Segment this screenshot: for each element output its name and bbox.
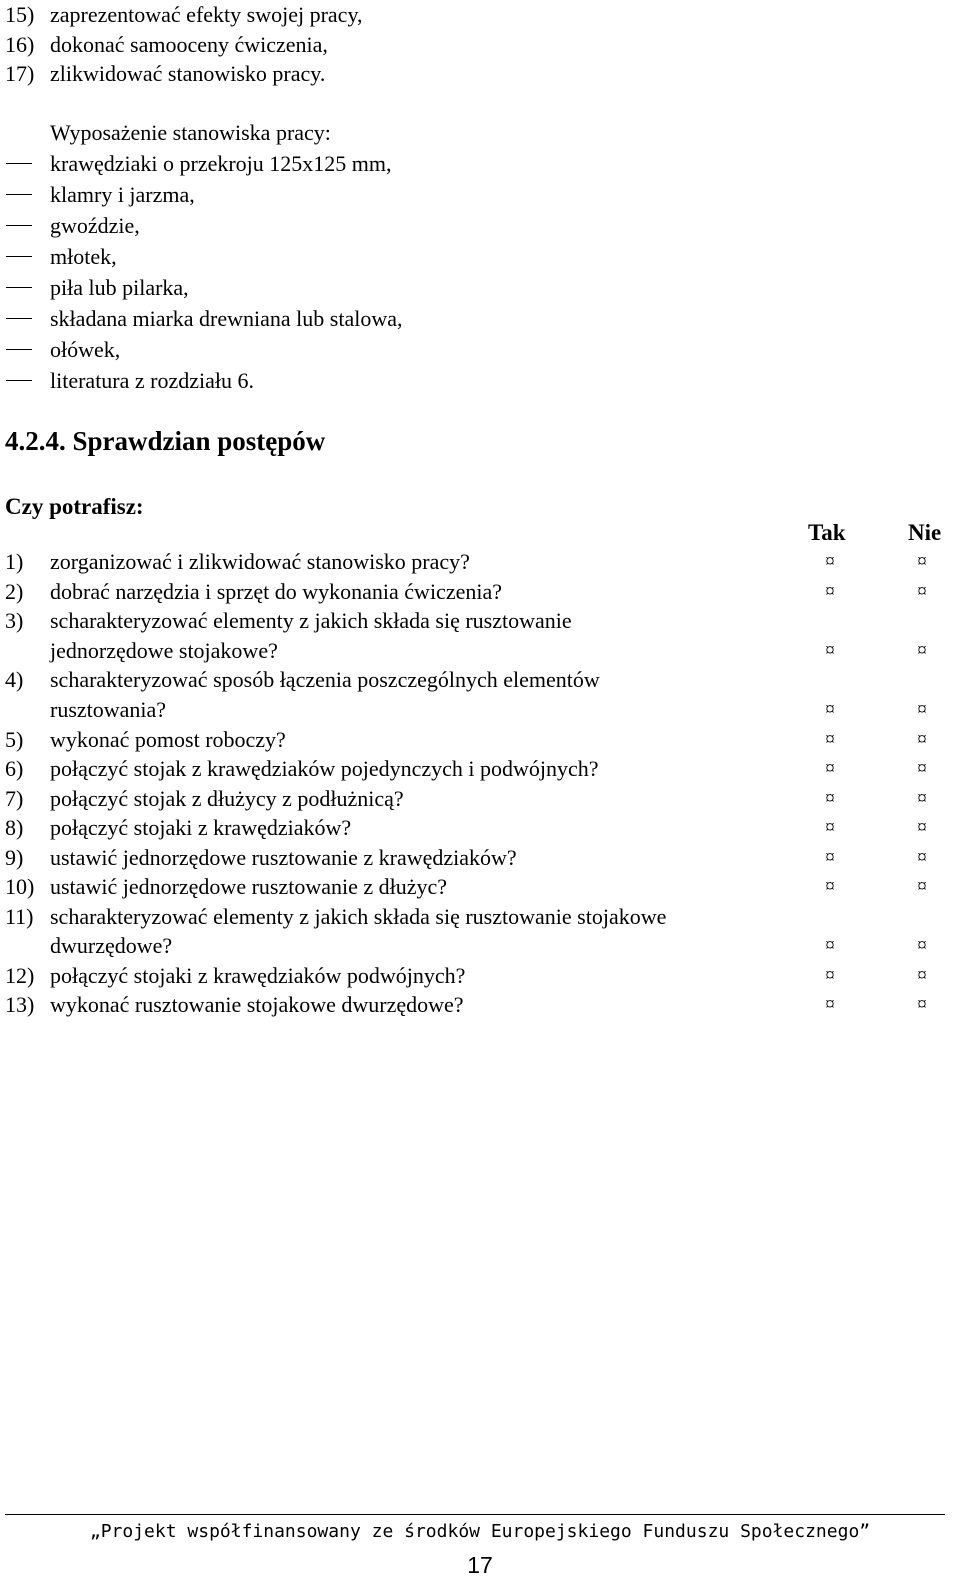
checkbox-yes-icon[interactable]: ¤	[825, 729, 835, 750]
checkbox-no-icon[interactable]: ¤	[917, 817, 927, 838]
checkbox-no-icon[interactable]: ¤	[917, 876, 927, 897]
checkbox-yes-icon[interactable]: ¤	[825, 640, 835, 661]
equipment-item: młotek,	[50, 244, 117, 269]
checkbox-no-icon[interactable]: ¤	[917, 788, 927, 809]
question-text: scharakteryzować elementy z jakich składa się rusztowanie	[50, 608, 572, 633]
equipment-item: gwoździe,	[50, 213, 140, 238]
dash-bullet-icon	[6, 380, 32, 381]
dash-bullet-icon	[6, 287, 32, 288]
question-number: 10)	[5, 874, 35, 899]
equipment-item: krawędziaki o przekroju 125x125 mm,	[50, 151, 392, 176]
question-text: połączyć stojaki z krawędziaków?	[50, 815, 352, 840]
question-number: 12)	[5, 963, 35, 988]
equipment-item: klamry i jarzma,	[50, 182, 195, 207]
question-text: scharakteryzować sposób łączenia poszczególnych elementów	[50, 667, 600, 692]
checkbox-no-icon[interactable]: ¤	[917, 965, 927, 986]
checkbox-no-icon[interactable]: ¤	[917, 994, 927, 1015]
question-number: 7)	[5, 786, 24, 811]
checkbox-no-icon[interactable]: ¤	[917, 847, 927, 868]
checkbox-yes-icon[interactable]: ¤	[825, 847, 835, 868]
question-number: 4)	[5, 667, 24, 692]
question-number: 3)	[5, 608, 24, 633]
checkbox-yes-icon[interactable]: ¤	[825, 788, 835, 809]
dash-bullet-icon	[6, 225, 32, 226]
question-text-continued: rusztowania?	[50, 697, 167, 722]
checkbox-yes-icon[interactable]: ¤	[825, 581, 835, 602]
equipment-item: składana miarka drewniana lub stalowa,	[50, 306, 403, 331]
question-text: ustawić jednorzędowe rusztowanie z dłużyc?	[50, 874, 448, 899]
checkbox-no-icon[interactable]: ¤	[917, 758, 927, 779]
checkbox-yes-icon[interactable]: ¤	[825, 551, 835, 572]
question-number: 8)	[5, 815, 24, 840]
checkbox-no-icon[interactable]: ¤	[917, 935, 927, 956]
footer-text: „Projekt współfinansowany ze środków Europejskiego Funduszu Społecznego”	[89, 1521, 871, 1542]
list-item-number: 17)	[5, 61, 35, 86]
checkbox-yes-icon[interactable]: ¤	[825, 758, 835, 779]
checkbox-yes-icon[interactable]: ¤	[825, 699, 835, 720]
checkbox-no-icon[interactable]: ¤	[917, 729, 927, 750]
checkbox-yes-icon[interactable]: ¤	[825, 965, 835, 986]
footer-divider	[5, 1514, 945, 1515]
question-text: wykonać pomost roboczy?	[50, 727, 286, 752]
checkbox-yes-icon[interactable]: ¤	[825, 994, 835, 1015]
question-text: dobrać narzędzia i sprzęt do wykonania ćwiczenia?	[50, 579, 502, 604]
equipment-item: literatura z rozdziału 6.	[50, 368, 255, 393]
checkbox-yes-icon[interactable]: ¤	[825, 935, 835, 956]
question-number: 9)	[5, 845, 24, 870]
question-text: ustawić jednorzędowe rusztowanie z krawędziaków?	[50, 845, 517, 870]
checkbox-yes-icon[interactable]: ¤	[825, 817, 835, 838]
dash-bullet-icon	[6, 318, 32, 319]
dash-bullet-icon	[6, 349, 32, 350]
section-subtitle: Czy potrafisz:	[5, 494, 144, 519]
question-text: połączyć stojak z krawędziaków pojedynczych i podwójnych?	[50, 756, 599, 781]
question-number: 1)	[5, 549, 24, 574]
question-text-continued: dwurzędowe?	[50, 933, 173, 958]
equipment-item: ołówek,	[50, 337, 121, 362]
checkbox-no-icon[interactable]: ¤	[917, 699, 927, 720]
list-item-number: 16)	[5, 32, 35, 57]
dash-bullet-icon	[6, 256, 32, 257]
dash-bullet-icon	[6, 194, 32, 195]
question-number: 11)	[5, 904, 34, 929]
checkbox-no-icon[interactable]: ¤	[917, 551, 927, 572]
list-item-number: 15)	[5, 2, 35, 27]
list-item-text: zlikwidować stanowisko pracy.	[50, 61, 326, 86]
list-item-text: dokonać samooceny ćwiczenia,	[50, 32, 328, 57]
question-text: wykonać rusztowanie stojakowe dwurzędowe?	[50, 992, 464, 1017]
question-number: 2)	[5, 579, 24, 604]
question-text-continued: jednorzędowe stojakowe?	[50, 638, 278, 663]
dash-bullet-icon	[6, 163, 32, 164]
question-number: 13)	[5, 992, 35, 1017]
question-text: zorganizować i zlikwidować stanowisko pracy?	[50, 549, 470, 574]
column-header-yes: Tak	[808, 520, 846, 545]
question-number: 6)	[5, 756, 24, 781]
page-number: 17	[467, 1552, 493, 1578]
equipment-heading: Wyposażenie stanowiska pracy:	[50, 120, 331, 145]
question-text: połączyć stojak z dłużycy z podłużnicą?	[50, 786, 404, 811]
list-item-text: zaprezentować efekty swojej pracy,	[50, 2, 363, 27]
checkbox-yes-icon[interactable]: ¤	[825, 876, 835, 897]
checkbox-no-icon[interactable]: ¤	[917, 640, 927, 661]
question-text: scharakteryzować elementy z jakich składa się rusztowanie stojakowe	[50, 904, 667, 929]
question-number: 5)	[5, 727, 24, 752]
column-header-no: Nie	[908, 520, 942, 545]
question-text: połączyć stojaki z krawędziaków podwójnych?	[50, 963, 466, 988]
checkbox-no-icon[interactable]: ¤	[917, 581, 927, 602]
equipment-item: piła lub pilarka,	[50, 275, 189, 300]
section-title: 4.2.4. Sprawdzian postępów	[5, 426, 326, 456]
